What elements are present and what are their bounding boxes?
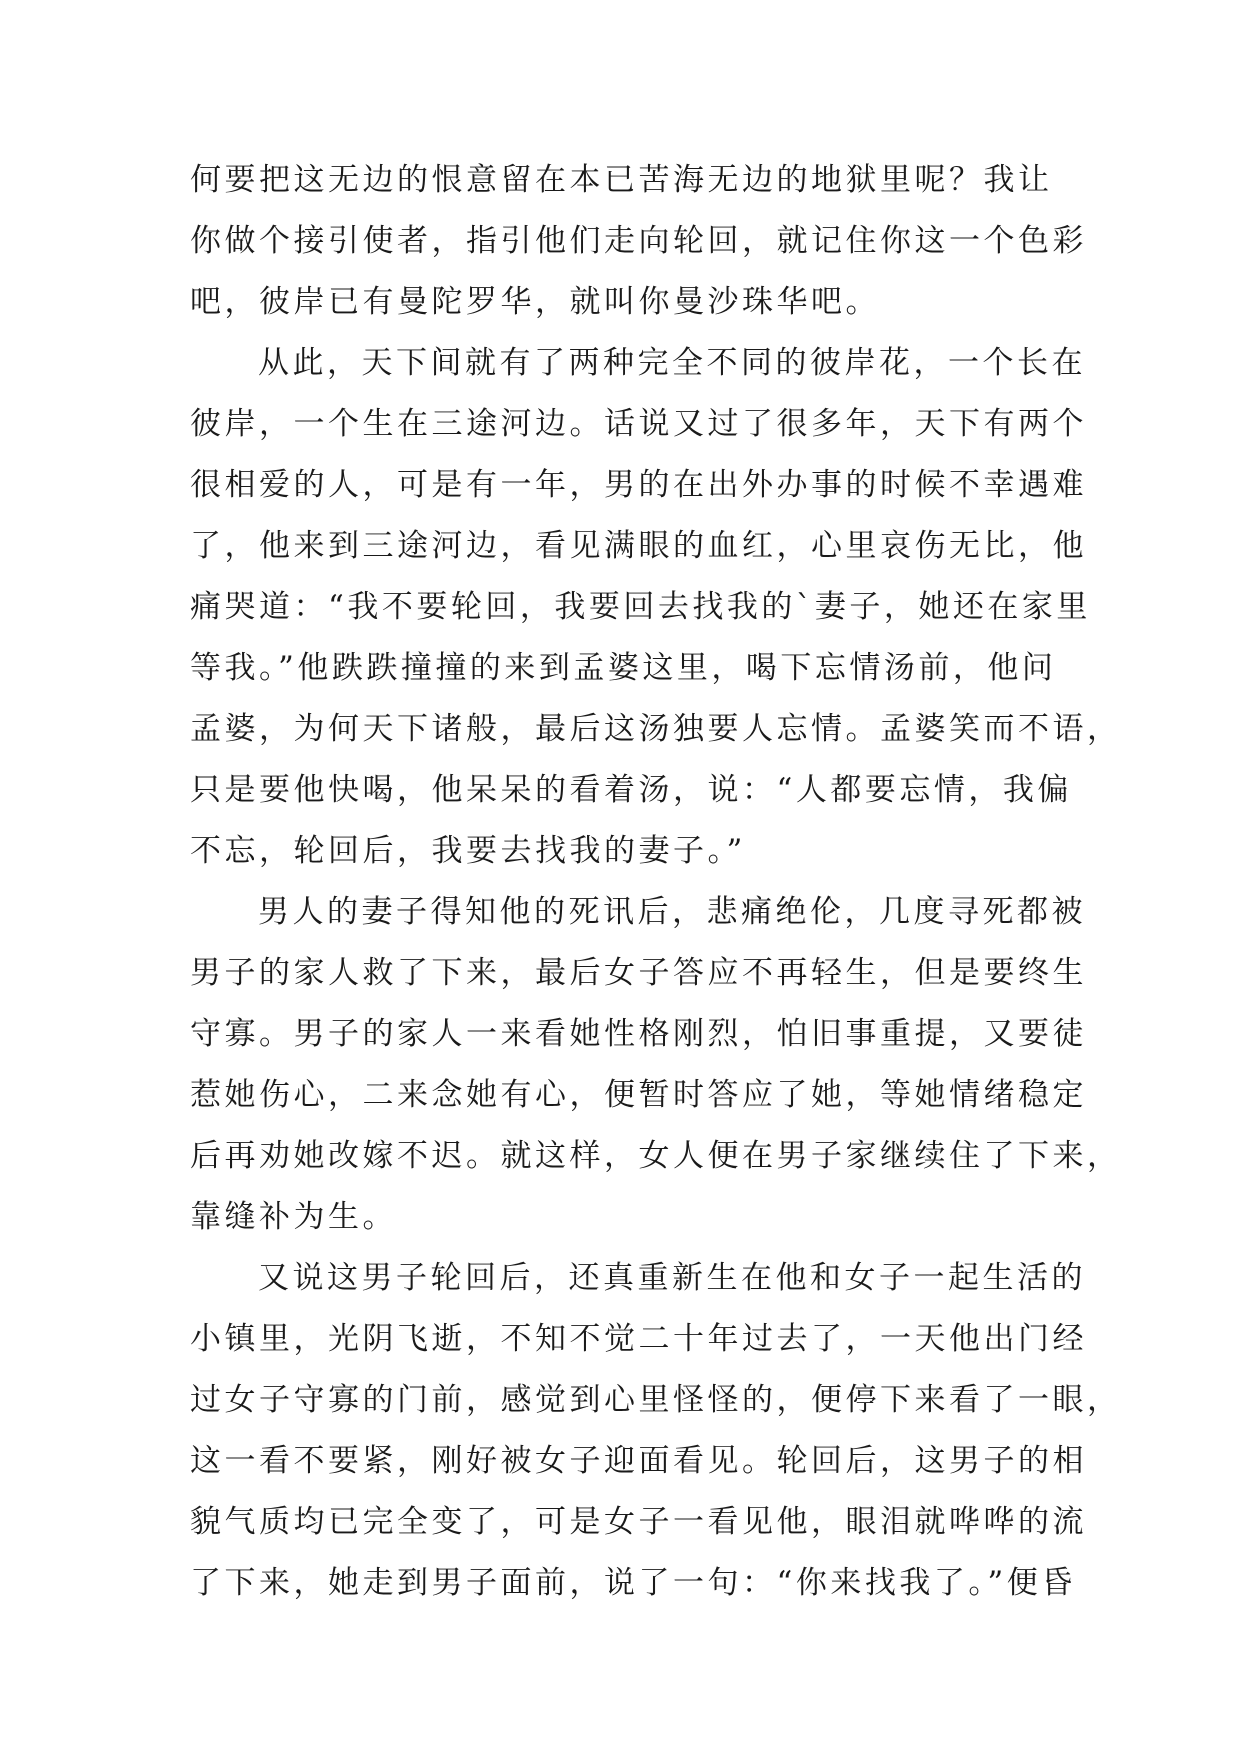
text-line: 痛哭道：“我不要轮回，我要回去找我的`妻子，她还在家里 [190,589,1091,625]
text-line: 从此，天下间就有了两种完全不同的彼岸花，一个长在 [258,345,1086,381]
text-line: 男人的妻子得知他的死讯后，悲痛绝伦，几度寻死都被 [258,894,1086,930]
text-line: 过女子守寡的门前，感觉到心里怪怪的，便停下来看了一眼， [190,1382,1122,1418]
text-line: 等我。”他跌跌撞撞的来到孟婆这里，喝下忘情汤前，他问 [190,650,1057,686]
paragraph [190,1248,1122,1614]
body-text [190,150,1122,1614]
text-line: 只是要他快喝，他呆呆的看着汤，说：“人都要忘情，我偏 [190,772,1072,808]
paragraph [190,333,1122,882]
text-line: 孟婆，为何天下诸般，最后这汤独要人忘情。孟婆笑而不语， [190,711,1122,747]
text-line: 吧，彼岸已有曼陀罗华，就叫你曼沙珠华吧。 [190,284,880,320]
text-line: 貌气质均已完全变了，可是女子一看见他，眼泪就哗哗的流 [190,1504,1087,1540]
paragraph [190,882,1122,1248]
paragraph [190,150,1087,333]
text-line: 彼岸，一个生在三途河边。话说又过了很多年，天下有两个 [190,406,1087,442]
text-line: 了下来，她走到男子面前，说了一句：“你来找我了。”便昏 [190,1565,1076,1601]
text-line: 何要把这无边的恨意留在本已苦海无边的地狱里呢？我让 [190,162,1053,198]
text-line: 后再劝她改嫁不迟。就这样，女人便在男子家继续住了下来， [190,1138,1122,1174]
text-line: 靠缝补为生。 [190,1199,397,1235]
text-line: 不忘，轮回后，我要去找我的妻子。” [190,833,746,869]
text-line: 很相爱的人，可是有一年，男的在出外办事的时候不幸遇难 [190,467,1087,503]
text-line: 了，他来到三途河边，看见满眼的血红，心里哀伤无比，他 [190,528,1087,564]
text-line: 你做个接引使者，指引他们走向轮回，就记住你这一个色彩 [190,223,1087,259]
text-line: 小镇里，光阴飞逝，不知不觉二十年过去了，一天他出门经 [190,1321,1087,1357]
text-line: 这一看不要紧，刚好被女子迎面看见。轮回后，这男子的相 [190,1443,1087,1479]
text-line: 守寡。男子的家人一来看她性格刚烈，怕旧事重提，又要徒 [190,1016,1087,1052]
text-line: 又说这男子轮回后，还真重新生在他和女子一起生活的 [258,1260,1086,1296]
text-line: 惹她伤心，二来念她有心，便暂时答应了她，等她情绪稳定 [190,1077,1087,1113]
text-line: 男子的家人救了下来，最后女子答应不再轻生，但是要终生 [190,955,1087,991]
